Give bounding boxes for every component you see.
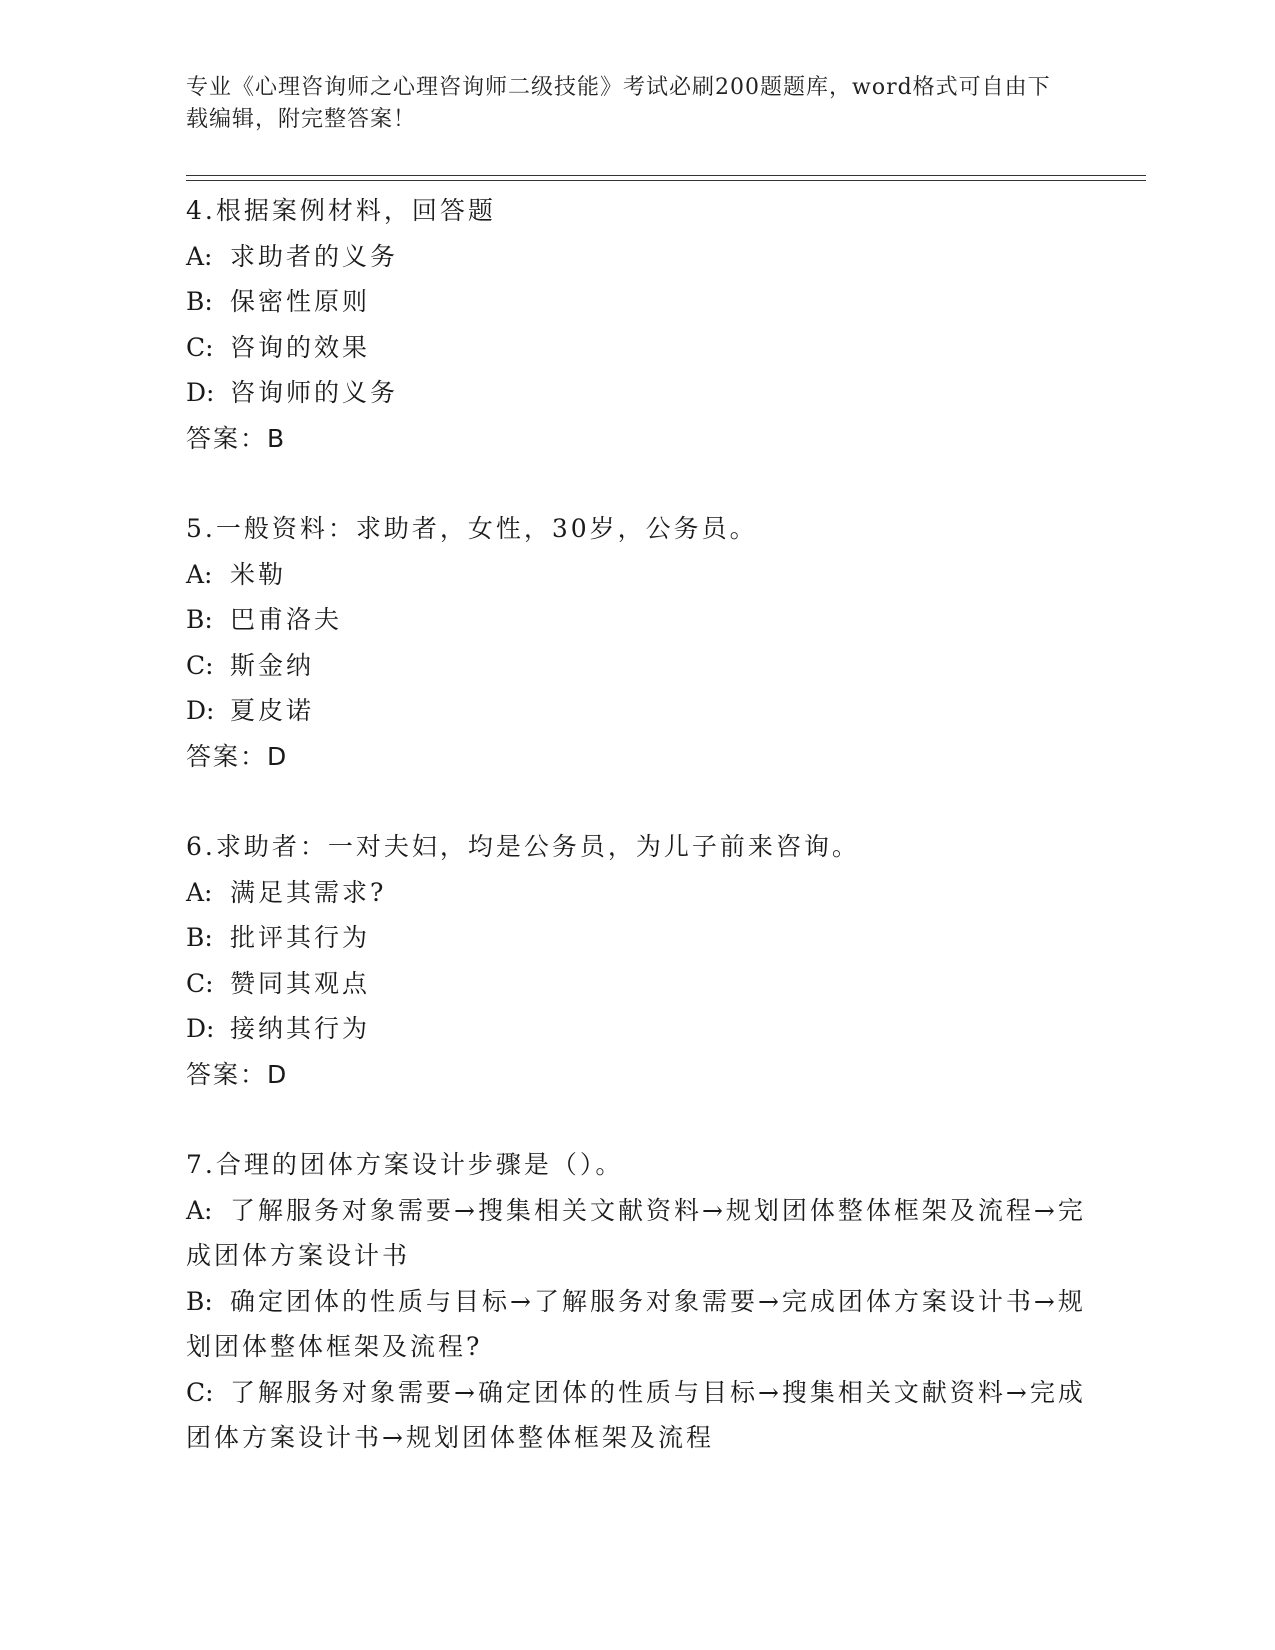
option-key: D:: [186, 1014, 215, 1043]
option-key: C:: [186, 1377, 214, 1407]
option-key: B:: [186, 923, 213, 952]
option-key: B:: [186, 287, 213, 316]
option-text: 接纳其行为: [230, 1014, 371, 1043]
option-d: [186, 1006, 1086, 1052]
question-list: [186, 188, 1086, 1461]
option-key: C:: [186, 332, 214, 362]
option-text: 求助者的义务: [230, 241, 399, 271]
answer-line: 答案：D: [186, 741, 289, 771]
option-c: [186, 1370, 1086, 1461]
question-7: [186, 1142, 1086, 1461]
document-intro: 专业《心理咨询师之心理咨询师二级技能》考试必刷200题题库，word格式可自由下载编辑，附完整答案！: [186, 75, 1051, 132]
option-a: [186, 234, 1086, 280]
question-6: [186, 824, 1086, 1097]
option-text: 赞同其观点: [230, 968, 371, 998]
option-key: A:: [186, 241, 213, 271]
option-text: 了解服务对象需要→确定团体的性质与目标→搜集相关文献资料→完成团体方案设计书→规划团体整体框架及流程: [186, 1377, 1086, 1452]
option-text: 斯金纳: [230, 650, 315, 680]
option-key: D:: [186, 378, 215, 407]
header-divider-bottom: [186, 180, 1146, 181]
option-d: [186, 370, 1086, 416]
question-4: [186, 188, 1086, 461]
option-text: 米勒: [230, 559, 287, 589]
header-divider-top: [186, 175, 1146, 176]
option-b: [186, 279, 1086, 325]
question-stem: 6.求助者：一对夫妇，均是公务员，为儿子前来咨询。: [186, 832, 860, 861]
option-text: 咨询师的义务: [230, 378, 399, 407]
option-key: B:: [186, 605, 213, 634]
option-key: B:: [186, 1286, 213, 1316]
option-key: A:: [186, 1195, 213, 1225]
option-d: [186, 688, 1086, 734]
option-c: [186, 325, 1086, 371]
option-c: [186, 643, 1086, 689]
option-b: [186, 915, 1086, 961]
option-text: 了解服务对象需要→搜集相关文献资料→规划团体整体框架及流程→完成团体方案设计书: [186, 1195, 1086, 1270]
option-key: C:: [186, 650, 214, 680]
question-stem: 7.合理的团体方案设计步骤是（）。: [186, 1150, 624, 1179]
question-stem: 4.根据案例材料，回答题: [186, 196, 496, 225]
option-a: [186, 870, 1086, 916]
option-key: C:: [186, 968, 214, 998]
option-text: 夏皮诺: [230, 696, 315, 725]
option-c: [186, 961, 1086, 1007]
option-text: 咨询的效果: [230, 332, 371, 362]
option-key: A:: [186, 559, 213, 589]
option-a: [186, 1188, 1086, 1279]
option-text: 满足其需求?: [230, 877, 387, 907]
option-text: 批评其行为: [230, 923, 371, 952]
answer-line: 答案：B: [186, 423, 287, 453]
option-a: [186, 552, 1086, 598]
option-b: [186, 1279, 1086, 1370]
answer-line: 答案：D: [186, 1059, 289, 1089]
option-key: D:: [186, 696, 215, 725]
option-text: 确定团体的性质与目标→了解服务对象需要→完成团体方案设计书→规划团体整体框架及流程?: [186, 1286, 1086, 1361]
option-b: [186, 597, 1086, 643]
option-key: A:: [186, 877, 213, 907]
question-5: [186, 506, 1086, 779]
question-stem: 5.一般资料：求助者，女性，30岁，公务员。: [186, 514, 758, 543]
option-text: 保密性原则: [230, 287, 371, 316]
option-text: 巴甫洛夫: [230, 605, 343, 634]
